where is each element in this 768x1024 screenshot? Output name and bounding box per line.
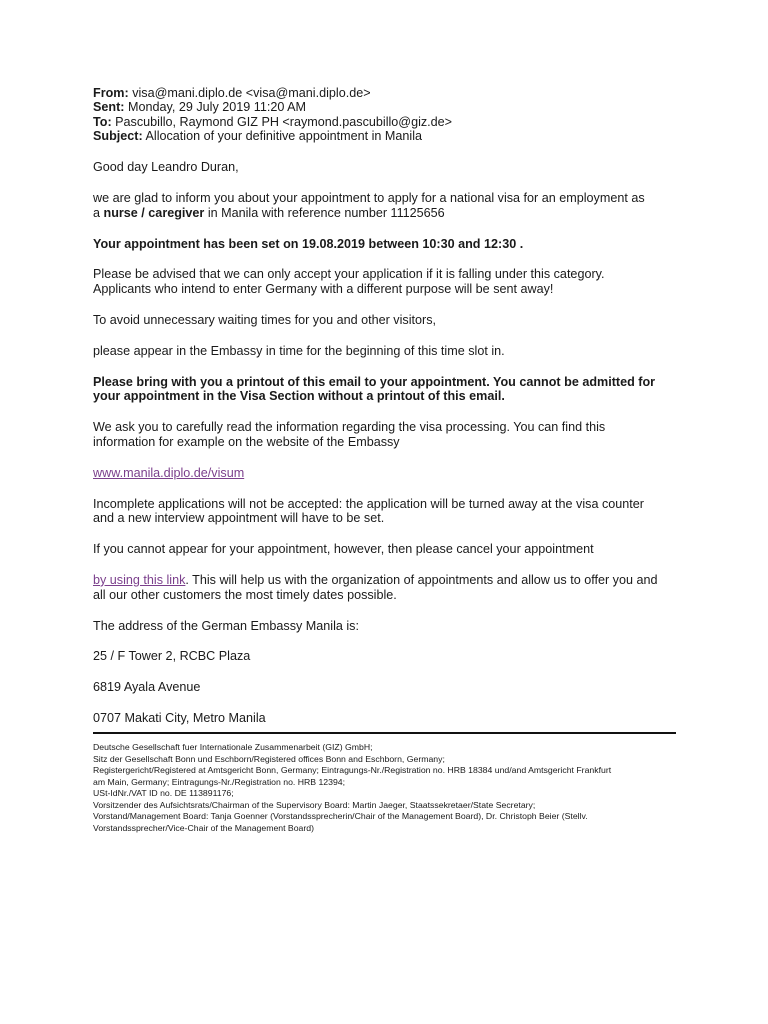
company-footer: [93, 742, 678, 834]
footer-line: Vorstandssprecher/Vice-Chair of the Management Board): [93, 822, 315, 833]
footer-line: Sitz der Gesellschaft Bonn und Eschborn/Registered offices Bonn and Eschborn, Germany;: [93, 753, 445, 764]
sent-date: Monday, 29 July 2019 11:20 AM: [127, 100, 307, 115]
to-line: To: Pascubillo, Raymond GIZ PH <raymond.pascubillo@giz.de>: [93, 114, 453, 129]
appear-text: please appear in the Embassy in time for the beginning of this time slot in.: [93, 343, 505, 358]
footer-line: am Main, Germany; Eintragungs-Nr./Registration no. HRB 12394;: [93, 776, 346, 787]
avoid-waiting-text: To avoid unnecessary waiting times for you and other visitors,: [93, 312, 436, 327]
address-line-1: 25 / F Tower 2, RCBC Plaza: [93, 649, 251, 664]
cancel-link-paragraph: by using this link. This will help us with the organization of appointments and allow us to offer you and all our other customers the most timely dates possible.: [93, 572, 658, 602]
footer-line: Vorsitzender des Aufsichtsrats/Chairman of the Supervisory Board: Martin Jaeger, Staatssekretaer/State Secretary;: [93, 799, 536, 810]
job-role: nurse / caregiver: [103, 205, 205, 220]
footer-line: Deutsche Gesellschaft fuer Internationale Zusammenarbeit (GIZ) GmbH;: [93, 742, 373, 752]
incomplete-paragraph: Incomplete applications will not be accepted: the application will be turned away at the visa counter and a new interview appointment will have to be set.: [93, 496, 644, 526]
footer-divider: [93, 732, 676, 734]
recipient-address: Pascubillo, Raymond GIZ PH <raymond.pascubillo@giz.de>: [115, 114, 453, 129]
email-document: [93, 86, 678, 726]
footer-line: Registergericht/Registered at Amtsgericht Bonn, Germany; Eintragungs-Nr./Registration no. HRB 18384 und/and Amtsgericht Frankfurt: [93, 765, 612, 775]
address-intro: The address of the German Embassy Manila is:: [93, 618, 359, 633]
address-line-2: 6819 Ayala Avenue: [93, 680, 201, 695]
footer-line: Vorstand/Management Board: Tanja Goenner (Vorstandssprecherin/Chair of the Management Board), Dr. Christoph Beier (Stellv.: [93, 811, 588, 821]
sender-address: visa@mani.diplo.de <visa@mani.diplo.de>: [132, 86, 371, 100]
read-info-paragraph: We ask you to carefully read the information regarding the visa processing. You can find this information for example on the website of the Embassy: [93, 420, 606, 449]
email-header: [93, 86, 678, 143]
sent-line: Sent: Monday, 29 July 2019 11:20 AM: [93, 100, 307, 115]
from-line: From: visa@mani.diplo.de <visa@mani.diplo.de>: [93, 86, 371, 100]
greeting: Good day Leandro Duran,: [93, 160, 239, 175]
cancel-text: If you cannot appear for your appointment, however, then please cancel your appointment: [93, 542, 594, 557]
cancel-appointment-link[interactable]: by using this link: [93, 572, 186, 587]
printout-notice: Please bring with you a printout of this email to your appointment. You cannot be admitted for your appointment in the Visa Section without a printout of this email.: [93, 374, 656, 404]
address-line-3: 0707 Makati City, Metro Manila: [93, 710, 266, 725]
subject-text: Allocation of your definitive appointment in Manila: [145, 128, 423, 143]
footer-line: USt-IdNr./VAT ID no. DE 113891176;: [93, 788, 234, 798]
embassy-website-link[interactable]: www.manila.diplo.de/visum: [93, 465, 245, 480]
subject-line: Subject: Allocation of your definitive appointment in Manila: [93, 128, 423, 143]
advisory-paragraph: Please be advised that we can only accept your application if it is falling under this category. Applicants who intend to enter Germany with a different purpose will be sent away!: [93, 267, 605, 297]
appointment-date: Your appointment has been set on 19.08.2019 between 10:30 and 12:30 .: [93, 236, 524, 251]
intro-paragraph: we are glad to inform you about your appointment to apply for a national visa for an employment as a nurse / caregiver in Manila with reference number 11125656: [93, 190, 645, 220]
